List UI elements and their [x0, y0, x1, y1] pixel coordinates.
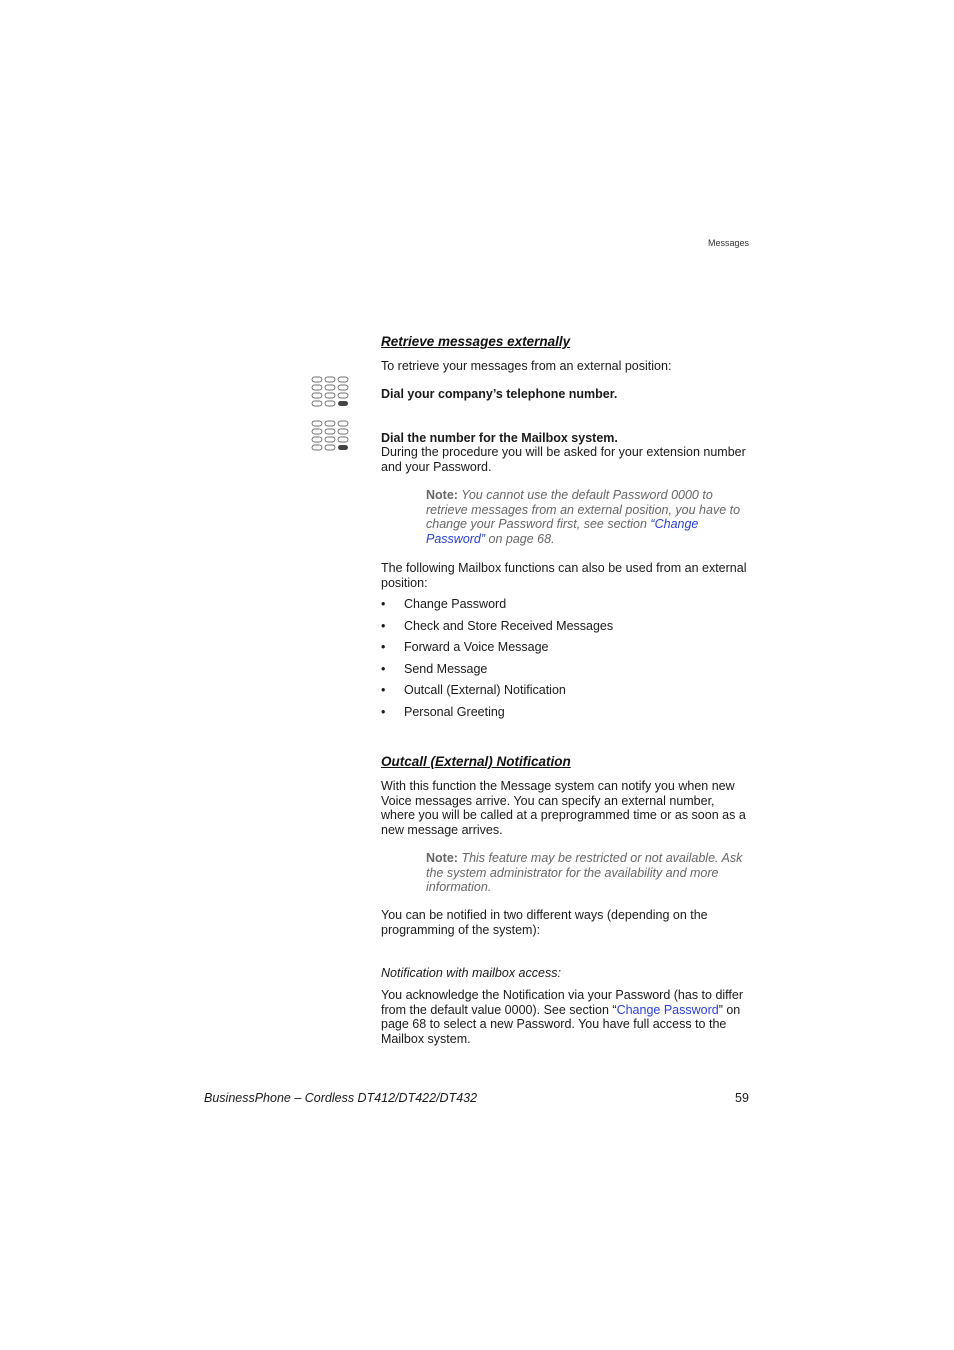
list-item: • Send Message [381, 662, 751, 684]
functions-intro: The following Mailbox functions can also be used from an external position: [381, 561, 747, 590]
running-header: Messages [707, 238, 749, 248]
list-item: • Outcall (External) Notification [381, 683, 751, 705]
keypad-icon [311, 420, 351, 454]
note-text-after: on page 68. [485, 531, 555, 546]
note-label: Note: [426, 851, 458, 865]
notification-ways: You can be notified in two different ways (depending on the programming of the system): [381, 908, 708, 937]
step-dial-mailbox: Dial the number for the Mailbox system. [381, 431, 618, 445]
list-item: • Change Password [381, 597, 751, 619]
intro-text: To retrieve your messages from an external position: [381, 359, 672, 373]
section-heading-retrieve: Retrieve messages externally [381, 334, 571, 349]
section-heading-outcall: Outcall (External) Notification [381, 754, 571, 769]
mailbox-access-text [381, 988, 751, 1046]
note-text: This feature may be restricted or not available. Ask the system administrator for the availability and more information. [426, 851, 743, 894]
page-number: 59 [735, 1091, 749, 1105]
footer-title: BusinessPhone – Cordless DT412/DT422/DT432 [204, 1091, 478, 1105]
step-dial-company: Dial your company’s telephone number. [381, 387, 618, 401]
list-item: • Forward a Voice Message [381, 640, 751, 662]
list-item: • Personal Greeting [381, 705, 751, 727]
change-password-link[interactable]: Change Password [616, 1002, 719, 1017]
access-text: You acknowledge the Notification via your Password (has to differ from the default value 0000). See section “ [381, 988, 744, 1017]
list-item: • Check and Store Received Messages [381, 619, 751, 641]
change-password-link[interactable]: “Change Password” [426, 517, 699, 546]
keypad-icon [311, 376, 351, 410]
subheading-mailbox-access: Notification with mailbox access: [381, 966, 561, 980]
note-default-password [426, 488, 751, 546]
note-label: Note: [426, 488, 458, 502]
access-text-after: ” on page 68 to select a new Password. You have full access to the Mailbox system. [381, 1002, 741, 1046]
note-text: You cannot use the default Password 0000 to retrieve messages from an external position, you have to change your Password first, see section [426, 488, 741, 531]
note-restricted [426, 851, 751, 895]
step-dial-mailbox-body: During the procedure you will be asked for your extension number and your Password. [381, 445, 746, 474]
functions-list [381, 597, 751, 727]
outcall-body: With this function the Message system can notify you when new Voice messages arrive. You can specify an external number, where you will be called at a preprogrammed time or as soon as a new message arrives. [381, 779, 746, 837]
